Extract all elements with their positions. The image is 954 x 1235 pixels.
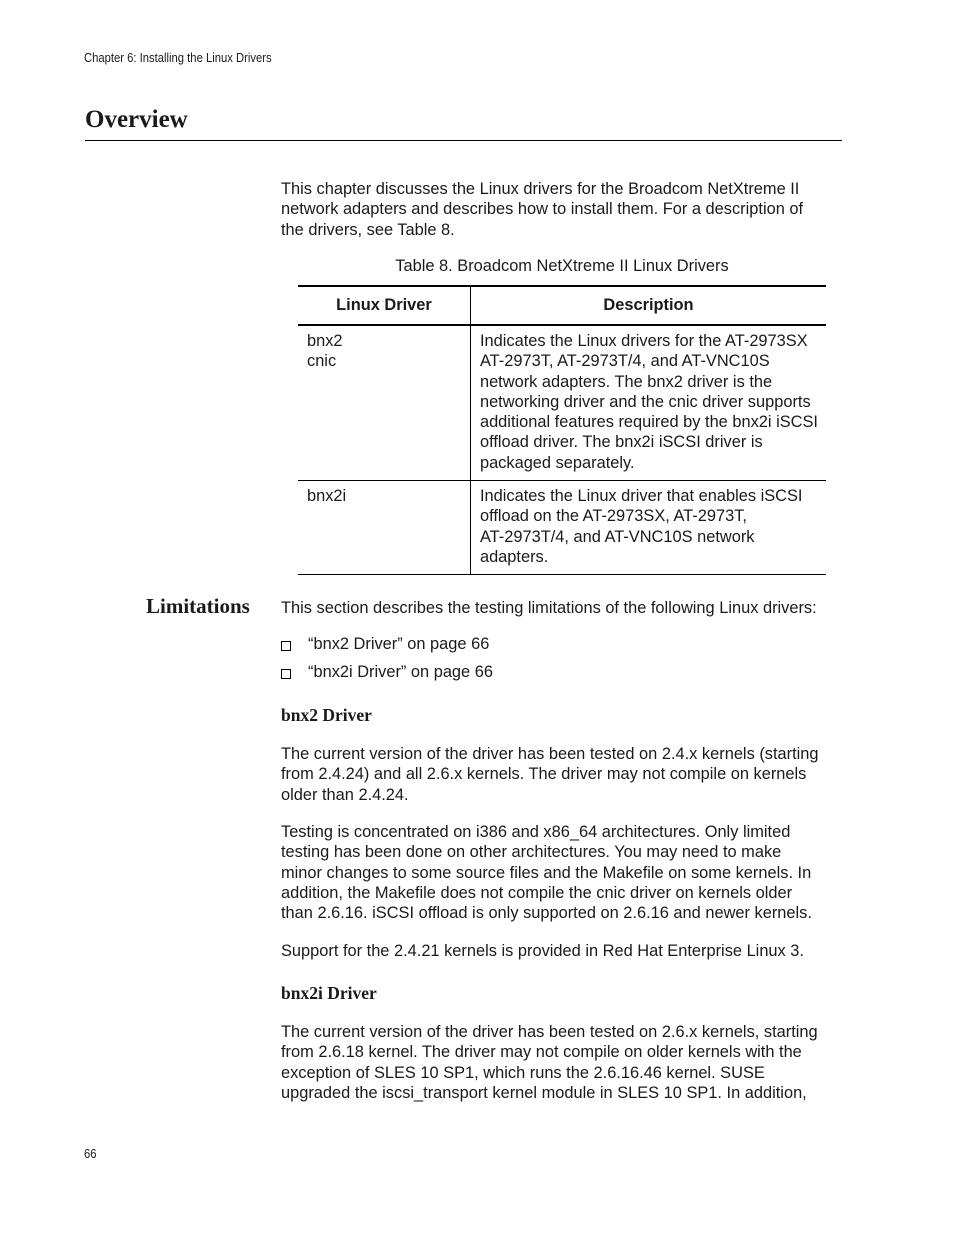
page-number: 66 [84, 1147, 97, 1161]
text-line: than 2.6.16. iSCSI offload is only supported on 2.6.16 and newer kernels. [281, 904, 812, 923]
text-line: networking driver and the cnic driver supports [479, 392, 811, 411]
text-line: offload driver. The bnx2i iSCSI driver is [479, 433, 763, 452]
column-header-description: Description [470, 286, 826, 325]
text-line: Indicates the Linux driver that enables iSCSI [479, 487, 803, 506]
text-line: offload on the AT-2973SX, AT-2973T, [479, 507, 747, 526]
bnx2-paragraph-1 [281, 744, 846, 805]
text-line: older than 2.4.24. [281, 785, 409, 804]
drivers-table [298, 285, 826, 575]
list-item[interactable] [281, 663, 493, 691]
driver-name: bnx2i [307, 487, 347, 506]
description-cell [470, 481, 826, 575]
text-line: The current version of the driver has been tested on 2.6.x kernels, starting [281, 1023, 818, 1041]
intro-paragraph [281, 179, 846, 240]
text-line: additional features required by the bnx2i iSCSI [479, 413, 818, 432]
text-line: network adapters and describes how to install them. For a description of [281, 200, 804, 219]
text-line: Support for the 2.4.21 kernels is provided in Red Hat Enterprise Linux 3. [281, 942, 804, 960]
bnx2-paragraph-2 [281, 822, 846, 923]
bnx2i-driver-heading: bnx2i Driver [281, 983, 377, 1003]
text-line: exception of SLES 10 SP1, which runs the 2.6.16.46 kernel. SUSE [281, 1063, 765, 1082]
table-row [298, 481, 826, 575]
text-line: Testing is concentrated on i386 and x86_64 architectures. Only limited [281, 823, 791, 841]
cross-reference-link[interactable]: “bnx2 Driver” on page 66 [308, 635, 490, 653]
text-line: from 2.6.18 kernel. The driver may not compile on older kernels with the [281, 1043, 802, 1062]
column-header-driver: Linux Driver [298, 286, 470, 325]
text-line: packaged separately. [479, 453, 635, 472]
checkbox-bullet-icon [281, 669, 291, 679]
text-line: This section describes the testing limitations of the following Linux drivers: [281, 599, 817, 617]
title-rule [85, 140, 842, 141]
text-line: adapters. [479, 547, 549, 566]
text-line: upgraded the iscsi_transport kernel module in SLES 10 SP1. In addition, [281, 1083, 807, 1102]
text-line: This chapter discusses the Linux drivers for the Broadcom NetXtreme II [281, 180, 800, 198]
running-header: Chapter 6: Installing the Linux Drivers [84, 51, 272, 65]
limitations-intro [281, 598, 846, 618]
list-item[interactable] [281, 635, 493, 663]
text-line: The current version of the driver has been tested on 2.4.x kernels (starting [281, 745, 819, 763]
driver-cell [298, 481, 470, 575]
bnx2i-paragraph-1 [281, 1022, 846, 1103]
bnx2-paragraph-3 [281, 941, 846, 961]
description-cell [470, 325, 826, 481]
limitations-heading: Limitations [146, 594, 250, 618]
driver-cell [298, 325, 470, 481]
table-caption: Table 8. Broadcom NetXtreme II Linux Drivers [395, 257, 729, 275]
text-line: Indicates the Linux drivers for the AT-2973SX [479, 332, 808, 350]
bnx2-driver-heading: bnx2 Driver [281, 705, 372, 725]
table-row [298, 325, 826, 481]
text-line: addition, the Makefile does not compile the cnic driver on kernels older [281, 883, 793, 902]
text-line: from 2.4.24) and all 2.6.x kernels. The driver may not compile on kernels [281, 765, 807, 784]
driver-name: cnic [307, 352, 337, 371]
cross-reference-link[interactable]: “bnx2i Driver” on page 66 [308, 663, 493, 681]
text-line: AT-2973T, AT-2973T/4, and AT-VNC10S [479, 352, 770, 371]
text-line: network adapters. The bnx2 driver is the [479, 372, 773, 391]
text-line: AT-2973T/4, and AT-VNC10S network [479, 527, 755, 546]
text-line: the drivers, see Table 8. [281, 220, 455, 239]
section-title: Overview [85, 106, 188, 133]
text-line: testing has been done on other architectures. You may need to make [281, 843, 782, 862]
cross-reference-list [281, 635, 493, 691]
driver-name: bnx2 [307, 332, 343, 350]
table-header-row [298, 286, 826, 325]
checkbox-bullet-icon [281, 641, 291, 651]
text-line: minor changes to some source files and the Makefile on some kernels. In [281, 863, 812, 882]
